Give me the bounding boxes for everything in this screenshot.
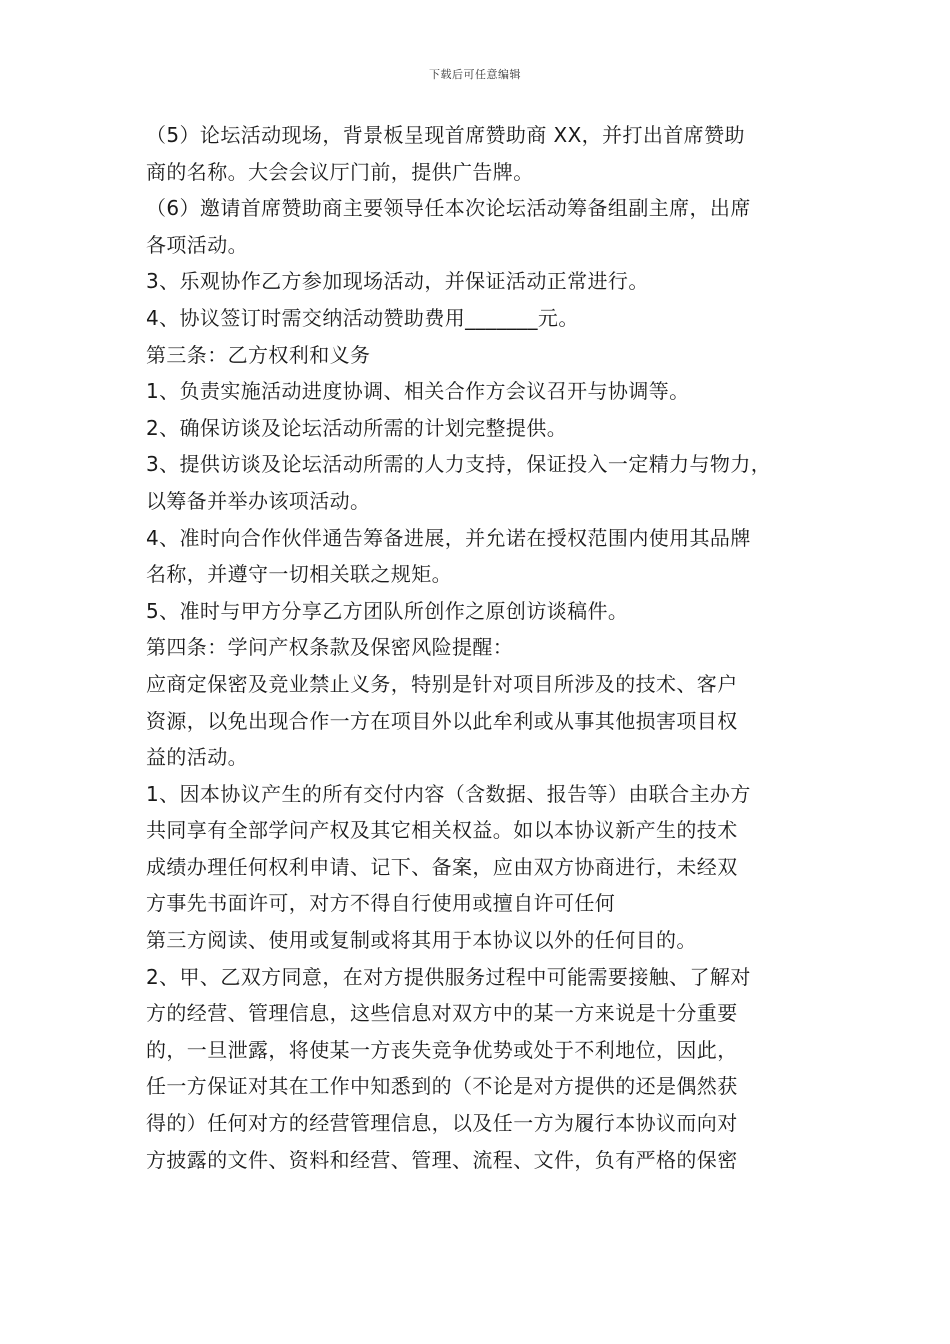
text-line: 各项活动。 — [146, 232, 248, 257]
text-line: （6）邀请首席赞助商主要领导任本次论坛活动筹备组副主席，出席 — [146, 196, 751, 221]
text-line: 3、乐观协作乙方参加现场活动，并保证活动正常进行。 — [146, 269, 649, 294]
text-line: 1、负责实施活动进度协调、相关合作方会议召开与协调等。 — [146, 379, 690, 404]
document-body — [146, 117, 816, 1178]
text-line: 商的名称。大会会议厅门前，提供广告牌。 — [146, 159, 534, 184]
text-line: 名称，并遵守一切相关联之规矩。 — [146, 562, 452, 587]
text-line: 2、确保访谈及论坛活动所需的计划完整提供。 — [146, 415, 568, 440]
text-line: 得的）任何对方的经营管理信息，以及任一方为履行本协议而向对 — [146, 1111, 738, 1136]
text-line: 以筹备并举办该项活动。 — [146, 488, 371, 513]
text-line: 资源，以免出现合作一方在项目外以此牟利或从事其他损害项目权 — [146, 708, 738, 733]
text-line: 5、准时与甲方分享乙方团队所创作之原创访谈稿件。 — [146, 598, 629, 623]
text-line: 任一方保证对其在工作中知悉到的（不论是对方提供的还是偶然获 — [146, 1074, 738, 1099]
text-line: 方的经营、管理信息，这些信息对双方中的某一方来说是十分重要 — [146, 1001, 738, 1026]
text-line: 4、协议签订时需交纳活动赞助费用_______元。 — [146, 305, 579, 330]
text-line: 共同享有全部学问产权及其它相关权益。如以本协议新产生的技术 — [146, 818, 738, 843]
text-line: 2、甲、乙双方同意，在对方提供服务过程中可能需要接触、了解对 — [146, 964, 751, 989]
page-header: 下载后可任意编辑 — [429, 68, 521, 81]
text-line: 应商定保密及竞业禁止义务，特别是针对项目所涉及的技术、客户 — [146, 671, 738, 696]
section-heading: 第四条：学问产权条款及保密风险提醒： — [146, 635, 514, 660]
text-line: 4、准时向合作伙伴通告筹备进展，并允诺在授权范围内使用其品牌 — [146, 525, 751, 550]
text-line: 方事先书面许可，对方不得自行使用或擅自许可任何 — [146, 891, 616, 916]
text-line: 的，一旦泄露，将使某一方丧失竞争优势或处于不利地位，因此， — [146, 1037, 738, 1062]
text-line: 方披露的文件、资料和经营、管理、流程、文件，负有严格的保密 — [146, 1147, 738, 1172]
text-line: 第三方阅读、使用或复制或将其用于本协议以外的任何目的。 — [146, 928, 697, 953]
section-heading: 第三条：乙方权利和义务 — [146, 342, 371, 367]
text-line: 益的活动。 — [146, 745, 248, 770]
text-line: 成绩办理任何权利申请、记下、备案，应由双方协商进行，未经双 — [146, 854, 738, 879]
text-line: 3、提供访谈及论坛活动所需的人力支持，保证投入一定精力与物力， — [146, 452, 772, 477]
text-line: （5）论坛活动现场，背景板呈现首席赞助商 XX，并打出首席赞助 — [146, 123, 745, 147]
text-line: 1、因本协议产生的所有交付内容（含数据、报告等）由联合主办方 — [146, 781, 751, 806]
